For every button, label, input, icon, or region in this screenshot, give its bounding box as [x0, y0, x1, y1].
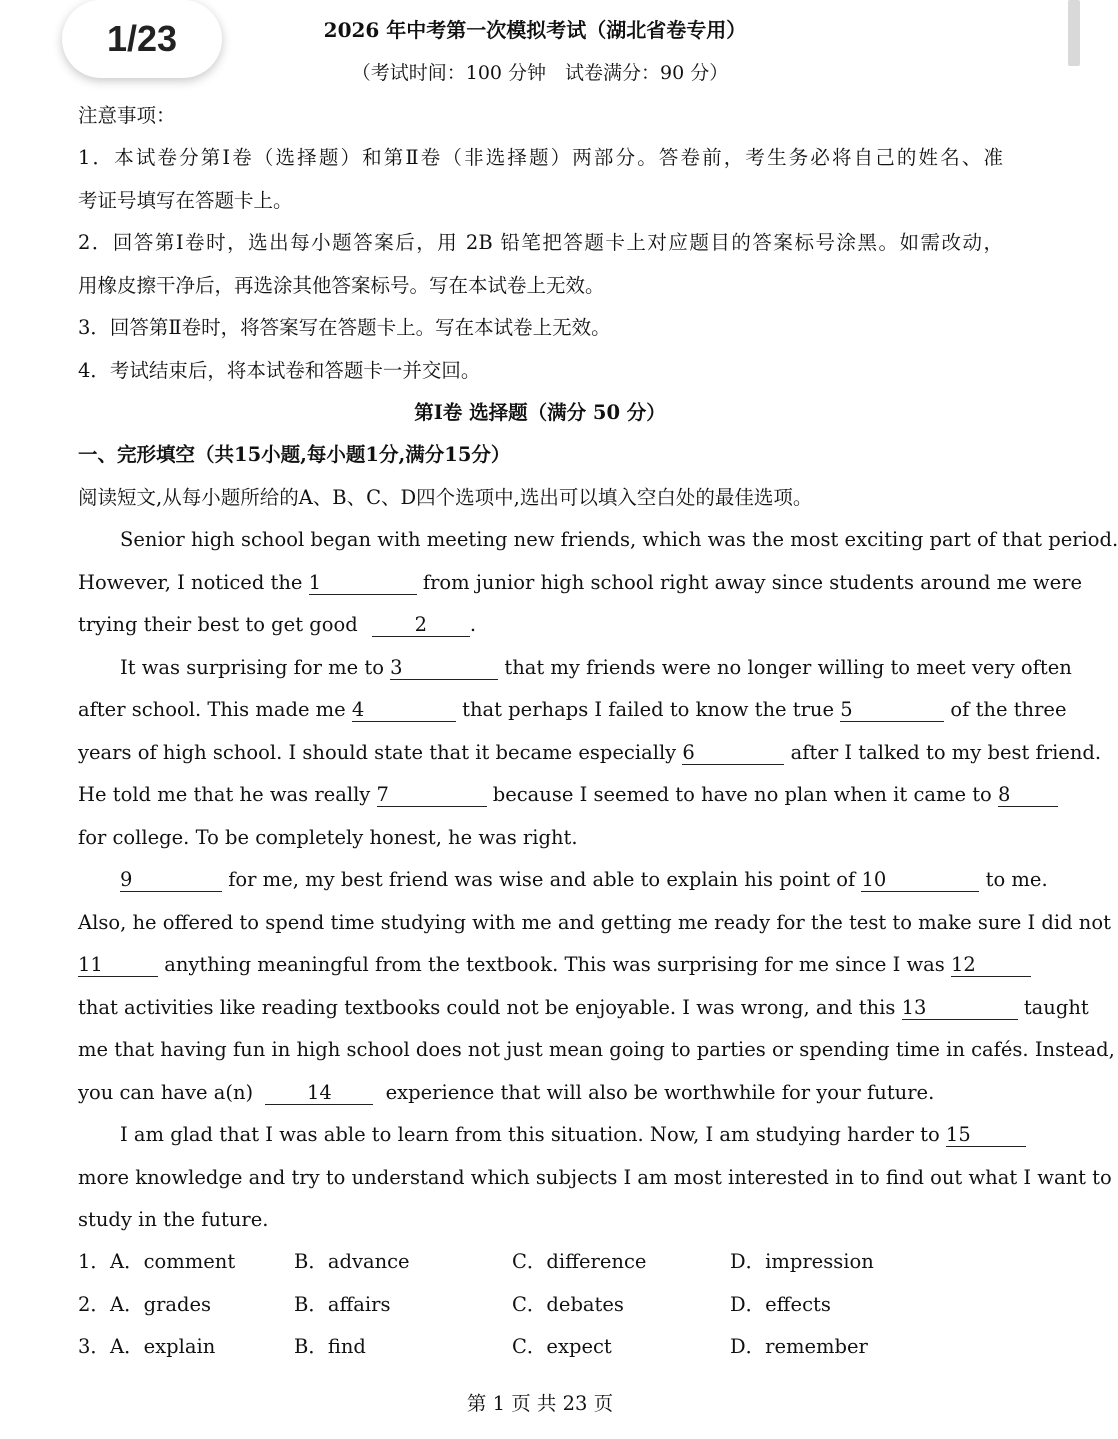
- blank-11: 11: [78, 954, 158, 977]
- option-a[interactable]: A．grades: [110, 1293, 212, 1316]
- notes-heading: 注意事项：: [78, 104, 176, 127]
- blank-5: 5: [840, 699, 944, 722]
- option-b[interactable]: B．affairs: [294, 1293, 391, 1316]
- blank-14: 14: [265, 1082, 373, 1105]
- text: It was surprising for me to: [120, 656, 384, 679]
- passage-line: [78, 570, 1083, 596]
- passage-line: study in the future.: [78, 1208, 269, 1231]
- text: He told me that he was really: [78, 783, 371, 806]
- passage-line: [78, 995, 1089, 1021]
- blank-4: 4: [352, 699, 456, 722]
- blank-10: 10: [861, 869, 979, 892]
- text: anything meaningful from the textbook. This was surprising for me since I was: [164, 953, 945, 976]
- text: after school. This made me: [78, 698, 346, 721]
- blank-8: 8: [998, 784, 1058, 807]
- blank-9: 9: [120, 869, 222, 892]
- blank-13: 13: [902, 997, 1018, 1020]
- option-c[interactable]: C．debates: [512, 1293, 624, 1316]
- note-3: 3．回答第Ⅱ卷时，将答案写在答题卡上。写在本试卷上无效。: [78, 316, 611, 339]
- option-d[interactable]: D．remember: [730, 1335, 868, 1358]
- text: .: [469, 613, 477, 636]
- text: taught: [1023, 996, 1089, 1019]
- option-b[interactable]: B．find: [294, 1335, 366, 1358]
- question-number: 2．: [78, 1293, 110, 1316]
- passage-line: more knowledge and try to understand which subjects I am most interested in to find out what I want to: [78, 1166, 1112, 1189]
- question-number: 1．: [78, 1250, 110, 1273]
- text: trying their best to get good: [78, 613, 358, 636]
- text: for me, my best friend was wise and able to explain his point of: [228, 868, 856, 891]
- passage-line: [78, 697, 1067, 723]
- passage-line: for college. To be completely honest, he was right.: [78, 826, 578, 849]
- text: of the three: [950, 698, 1067, 721]
- blank-2: 2: [372, 614, 470, 637]
- text: that my friends were no longer willing to meet very often: [504, 656, 1072, 679]
- passage-line: Also, he offered to spend time studying with me and getting me ready for the test to make sure I did not: [78, 911, 1111, 934]
- text: I am glad that I was able to learn from this situation. Now, I am studying harder to: [120, 1123, 940, 1146]
- passage-line: [78, 740, 1102, 766]
- passage-line: [78, 655, 1072, 681]
- option-d[interactable]: D．impression: [730, 1250, 874, 1273]
- option-c[interactable]: C．expect: [512, 1335, 612, 1358]
- option-a[interactable]: A．explain: [110, 1335, 216, 1358]
- passage-line: [78, 1122, 1003, 1148]
- blank-7: 7: [377, 784, 487, 807]
- blank-15: 15: [946, 1124, 1026, 1147]
- note-4: 4．考试结束后，将本试卷和答题卡一并交回。: [78, 359, 481, 382]
- blank-12: 12: [951, 954, 1031, 977]
- page-indicator: 1/23: [62, 0, 222, 78]
- text: to me.: [985, 868, 1048, 891]
- passage-line: Senior high school began with meeting new friends, which was the most exciting part of that period.: [120, 528, 1118, 551]
- text: after I talked to my best friend.: [790, 741, 1102, 764]
- text: that activities like reading textbooks could not be enjoyable. I was wrong, and this: [78, 996, 896, 1019]
- passage-line: [78, 952, 1003, 978]
- passage-line: [78, 782, 1011, 808]
- blank-3: 3: [390, 657, 498, 680]
- passage-line: [78, 612, 1003, 638]
- instruction: 阅读短文,从每小题所给的A、B、C、D四个选项中,选出可以填入空白处的最佳选项。: [78, 486, 813, 509]
- text: years of high school. I should state that it became especially: [78, 741, 677, 764]
- note-1-line-1: 1．本试卷分第Ⅰ卷（选择题）和第Ⅱ卷（非选择题）两部分。答卷前，考生务必将自己的姓名、准: [78, 146, 1003, 169]
- question-number: 3．: [78, 1335, 110, 1358]
- section-title: 第Ⅰ卷 选择题（满分 50 分）: [414, 401, 666, 424]
- text: experience that will also be worthwhile for your future.: [385, 1081, 935, 1104]
- option-d[interactable]: D．effects: [730, 1293, 831, 1316]
- passage-line: [78, 1080, 1003, 1106]
- text: that perhaps I failed to know the true: [462, 698, 835, 721]
- note-2-line-2: 用橡皮擦干净后，再选涂其他答案标号。写在本试卷上无效。: [78, 274, 605, 297]
- blank-6: 6: [682, 742, 784, 765]
- exam-title: 2026 年中考第一次模拟考试（湖北省卷专用）: [323, 18, 747, 42]
- blank-1: 1: [309, 572, 417, 595]
- option-c[interactable]: C．difference: [512, 1250, 647, 1273]
- passage-line: [78, 867, 1048, 893]
- text: However, I noticed the: [78, 571, 303, 594]
- page-footer: 第 1 页 共 23 页: [466, 1392, 614, 1415]
- passage-line: me that having fun in high school does not just mean going to parties or spending time in cafés. Instead,: [78, 1038, 1115, 1061]
- note-2-line-1: 2．回答第Ⅰ卷时，选出每小题答案后，用 2B 铅笔把答题卡上对应题目的答案标号涂黑。如需改动，: [78, 231, 1003, 254]
- exam-subtitle: （考试时间：100 分钟 试卷满分：90 分）: [351, 62, 729, 84]
- part-heading: 一、完形填空（共15小题,每小题1分,满分15分）: [78, 443, 511, 466]
- text: because I seemed to have no plan when it came to: [492, 783, 992, 806]
- option-b[interactable]: B．advance: [294, 1250, 410, 1273]
- text: you can have a(n): [78, 1081, 254, 1104]
- note-1-line-2: 考证号填写在答题卡上。: [78, 189, 293, 212]
- option-a[interactable]: A．comment: [110, 1250, 236, 1273]
- text: from junior high school right away since students around me were: [422, 571, 1083, 594]
